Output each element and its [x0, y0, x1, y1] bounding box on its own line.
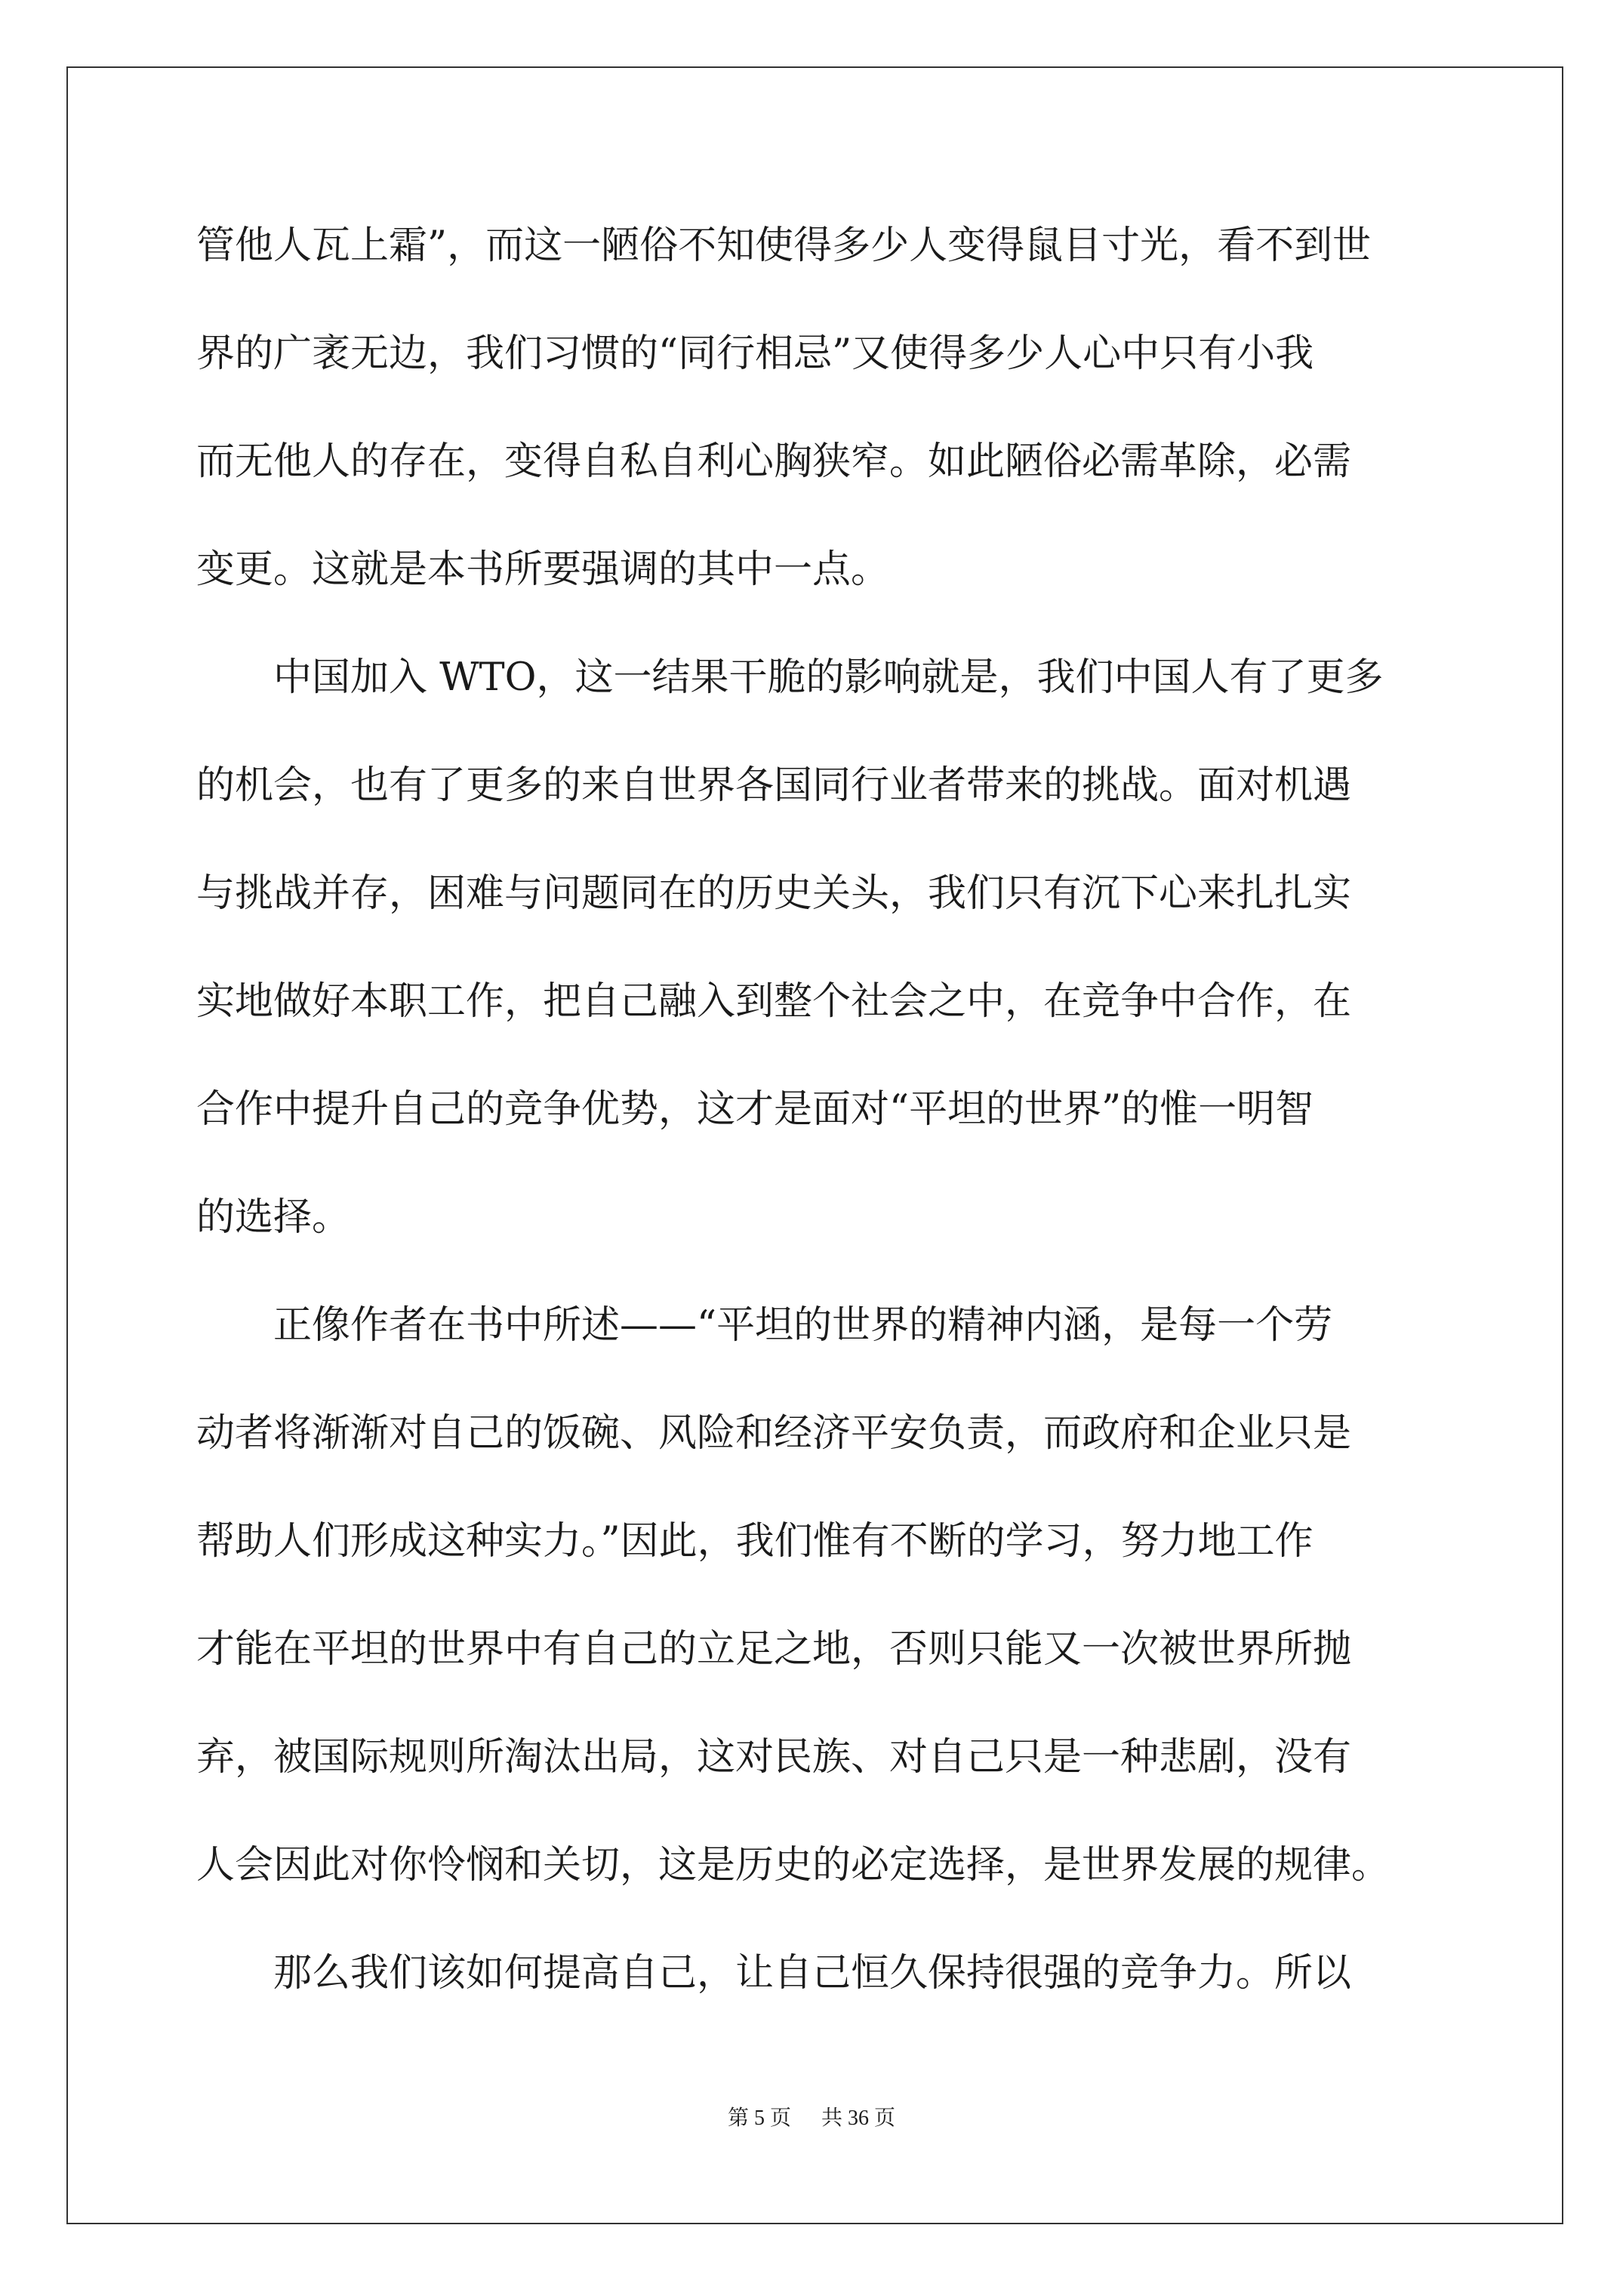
page-footer	[0, 2105, 1623, 2132]
text-line: 实地做好本职工作，把自己融入到整个社会之中，在竞争中合作，在	[196, 979, 1352, 1024]
document-body	[196, 223, 1442, 2059]
text-line: 的选择。	[196, 1195, 351, 1240]
text-line: 才能在平坦的世界中有自己的立足之地，否则只能又一次被世界所抛	[196, 1627, 1352, 1672]
text-line: 那么我们该如何提高自己，让自己恒久保持很强的竞争力。所以	[196, 1951, 1352, 1996]
text-line: 人会因此对你怜悯和关切，这是历史的必定选择，是世界发展的规律。	[196, 1843, 1390, 1888]
text-line: 的机会，也有了更多的来自世界各国同行业者带来的挑战。面对机遇	[196, 763, 1352, 808]
text-line: 中国加入 WTO，这一结果干脆的影响就是，我们中国人有了更多	[196, 655, 1384, 700]
text-line: 与挑战并存，困难与问题同在的历史关头，我们只有沉下心来扎扎实	[196, 871, 1352, 916]
text-line: 界的广袤无边，我们习惯的“同行相忌”又使得多少人心中只有小我	[196, 331, 1314, 376]
text-line: 变更。这就是本书所要强调的其中一点。	[196, 547, 890, 592]
page-total: 共 36 页	[821, 2106, 896, 2130]
text-line: 正像作者在书中所述——“平坦的世界的精神内涵，是每一个劳	[196, 1303, 1333, 1348]
text-line: 管他人瓦上霜”，而这一陋俗不知使得多少人变得鼠目寸光，看不到世	[196, 223, 1372, 268]
text-line: 而无他人的存在，变得自私自利心胸狭窄。如此陋俗必需革除，必需	[196, 439, 1352, 484]
page-number: 第 5 页	[727, 2106, 791, 2130]
text-line: 合作中提升自己的竞争优势，这才是面对“平坦的世界”的惟一明智	[196, 1087, 1314, 1132]
text-line: 动者将渐渐对自己的饭碗、风险和经济平安负责，而政府和企业只是	[196, 1411, 1352, 1456]
text-line: 弃，被国际规则所淘汰出局，这对民族、对自己只是一种悲剧，没有	[196, 1735, 1352, 1780]
text-line: 帮助人们形成这种实力。”因此，我们惟有不断的学习，努力地工作	[196, 1519, 1313, 1564]
